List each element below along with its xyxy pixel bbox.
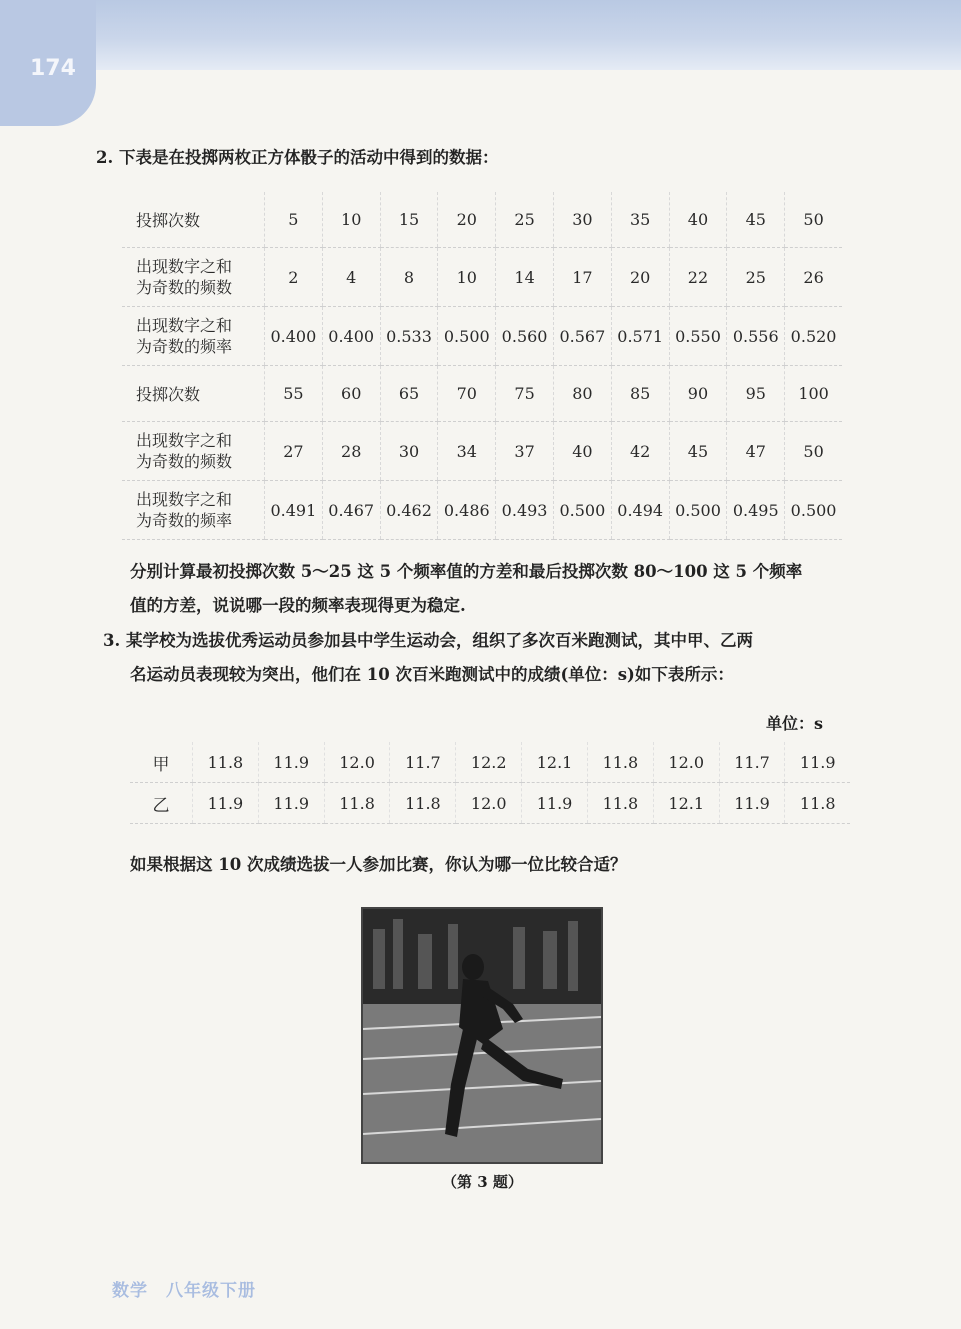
freq-table-row: [122, 366, 842, 422]
scores-table-row: [130, 783, 850, 824]
freq-cell: 0.467: [322, 481, 380, 540]
figure-caption: （第 3 题）: [442, 1173, 523, 1191]
freq-row-label-line: 出现数字之和: [136, 431, 233, 450]
athlete-name: 甲: [130, 742, 193, 783]
score-cell: 11.8: [390, 783, 456, 824]
freq-cell: 0.556: [727, 307, 785, 366]
page-number: 174: [30, 56, 76, 81]
freq-cell: 0.571: [611, 307, 669, 366]
freq-table-row: [122, 248, 842, 307]
freq-row-label-line: 为奇数的频数: [136, 278, 233, 297]
freq-cell: 0.560: [496, 307, 554, 366]
freq-cell: 25: [496, 192, 554, 248]
q3-intro-line2: 名运动员表现较为突出，他们在 10 次百米跑测试中的成绩(单位：s)如下表所示：: [130, 665, 734, 684]
freq-cell: 40: [553, 422, 611, 481]
freq-cell: 0.493: [496, 481, 554, 540]
score-cell: 12.0: [456, 783, 522, 824]
freq-cell: 2: [265, 248, 323, 307]
freq-cell: 27: [265, 422, 323, 481]
freq-cell: 17: [553, 248, 611, 307]
freq-row-label-line: 出现数字之和: [136, 316, 233, 335]
score-cell: 11.8: [193, 742, 259, 783]
freq-row-label: 投掷次数: [122, 192, 265, 248]
freq-cell: 0.400: [265, 307, 323, 366]
score-cell: 11.9: [258, 783, 324, 824]
sprinter-image: [363, 909, 601, 1162]
q2-question-line2: 值的方差，说说哪一段的频率表现得更为稳定.: [130, 596, 466, 615]
score-cell: 11.9: [719, 783, 785, 824]
freq-cell: 47: [727, 422, 785, 481]
freq-cell: 0.500: [553, 481, 611, 540]
freq-cell: 60: [322, 366, 380, 422]
score-cell: 12.2: [456, 742, 522, 783]
freq-cell: 8: [380, 248, 438, 307]
score-cell: 11.9: [785, 742, 850, 783]
freq-cell: 37: [496, 422, 554, 481]
freq-cell: 80: [553, 366, 611, 422]
freq-cell: 10: [438, 248, 496, 307]
score-cell: 11.8: [785, 783, 850, 824]
freq-cell: 20: [611, 248, 669, 307]
freq-cell: 0.500: [785, 481, 842, 540]
freq-cell: 28: [322, 422, 380, 481]
freq-row-label-line: 出现数字之和: [136, 490, 233, 509]
freq-cell: 0.533: [380, 307, 438, 366]
freq-cell: 10: [322, 192, 380, 248]
freq-table-row: [122, 192, 842, 248]
q3-question: 如果根据这 10 次成绩选拔一人参加比赛，你认为哪一位比较合适？: [130, 855, 627, 874]
freq-cell: 0.495: [727, 481, 785, 540]
freq-cell: 4: [322, 248, 380, 307]
dice-frequency-table: [122, 192, 842, 540]
score-cell: 12.0: [324, 742, 390, 783]
score-cell: 11.9: [258, 742, 324, 783]
q2-intro: 2. 下表是在投掷两枚正方体骰子的活动中得到的数据：: [96, 148, 499, 167]
freq-cell: 90: [669, 366, 727, 422]
q3-intro-line1: 3. 某学校为选拔优秀运动员参加县中学生运动会，组织了多次百米跑测试，其中甲、乙两: [103, 631, 753, 650]
score-cell: 11.7: [390, 742, 456, 783]
score-cell: 11.8: [587, 742, 653, 783]
score-cell: 12.0: [653, 742, 719, 783]
freq-cell: 95: [727, 366, 785, 422]
score-cell: 11.9: [522, 783, 588, 824]
freq-cell: 70: [438, 366, 496, 422]
freq-cell: 42: [611, 422, 669, 481]
freq-cell: 0.400: [322, 307, 380, 366]
freq-table-row: [122, 481, 842, 540]
freq-row-label-line: 为奇数的频数: [136, 452, 233, 471]
freq-cell: 35: [611, 192, 669, 248]
freq-cell: 14: [496, 248, 554, 307]
freq-cell: 25: [727, 248, 785, 307]
freq-cell: 0.567: [553, 307, 611, 366]
freq-cell: 50: [785, 422, 842, 481]
freq-cell: 15: [380, 192, 438, 248]
freq-cell: 100: [785, 366, 842, 422]
freq-cell: 0.486: [438, 481, 496, 540]
score-cell: 11.7: [719, 742, 785, 783]
score-cell: 11.8: [587, 783, 653, 824]
q2-question-line1: 分别计算最初投掷次数 5～25 这 5 个频率值的方差和最后投掷次数 80～100 这 5 个频率: [130, 562, 803, 581]
score-cell: 12.1: [653, 783, 719, 824]
scores-table-row: [130, 742, 850, 783]
freq-cell: 0.550: [669, 307, 727, 366]
unit-label: 单位：s: [766, 714, 824, 733]
score-cell: 11.9: [193, 783, 259, 824]
freq-cell: 0.500: [669, 481, 727, 540]
freq-row-label-line: 出现数字之和: [136, 257, 233, 276]
freq-table-row: [122, 422, 842, 481]
freq-cell: 30: [553, 192, 611, 248]
freq-cell: 20: [438, 192, 496, 248]
freq-cell: 0.491: [265, 481, 323, 540]
freq-row-label: [122, 481, 265, 540]
freq-row-label-line: 为奇数的频率: [136, 337, 233, 356]
freq-cell: 26: [785, 248, 842, 307]
freq-row-label-line: 为奇数的频率: [136, 511, 233, 530]
freq-row-label: [122, 307, 265, 366]
score-cell: 12.1: [522, 742, 588, 783]
freq-cell: 0.520: [785, 307, 842, 366]
freq-cell: 30: [380, 422, 438, 481]
header-band: [0, 0, 961, 70]
freq-cell: 50: [785, 192, 842, 248]
freq-cell: 5: [265, 192, 323, 248]
freq-cell: 34: [438, 422, 496, 481]
athlete-name: 乙: [130, 783, 193, 824]
sprint-scores-table: [130, 742, 850, 824]
freq-cell: 65: [380, 366, 438, 422]
score-cell: 11.8: [324, 783, 390, 824]
freq-row-label: [122, 248, 265, 307]
freq-cell: 75: [496, 366, 554, 422]
footer-book-title: 数学 八年级下册: [112, 1281, 256, 1301]
freq-cell: 22: [669, 248, 727, 307]
freq-cell: 0.462: [380, 481, 438, 540]
freq-cell: 45: [727, 192, 785, 248]
sprinter-photo: [361, 907, 603, 1164]
freq-table-row: [122, 307, 842, 366]
freq-row-label: 投掷次数: [122, 366, 265, 422]
freq-row-label: [122, 422, 265, 481]
freq-cell: 0.494: [611, 481, 669, 540]
freq-cell: 45: [669, 422, 727, 481]
freq-cell: 85: [611, 366, 669, 422]
freq-cell: 40: [669, 192, 727, 248]
freq-cell: 55: [265, 366, 323, 422]
freq-cell: 0.500: [438, 307, 496, 366]
